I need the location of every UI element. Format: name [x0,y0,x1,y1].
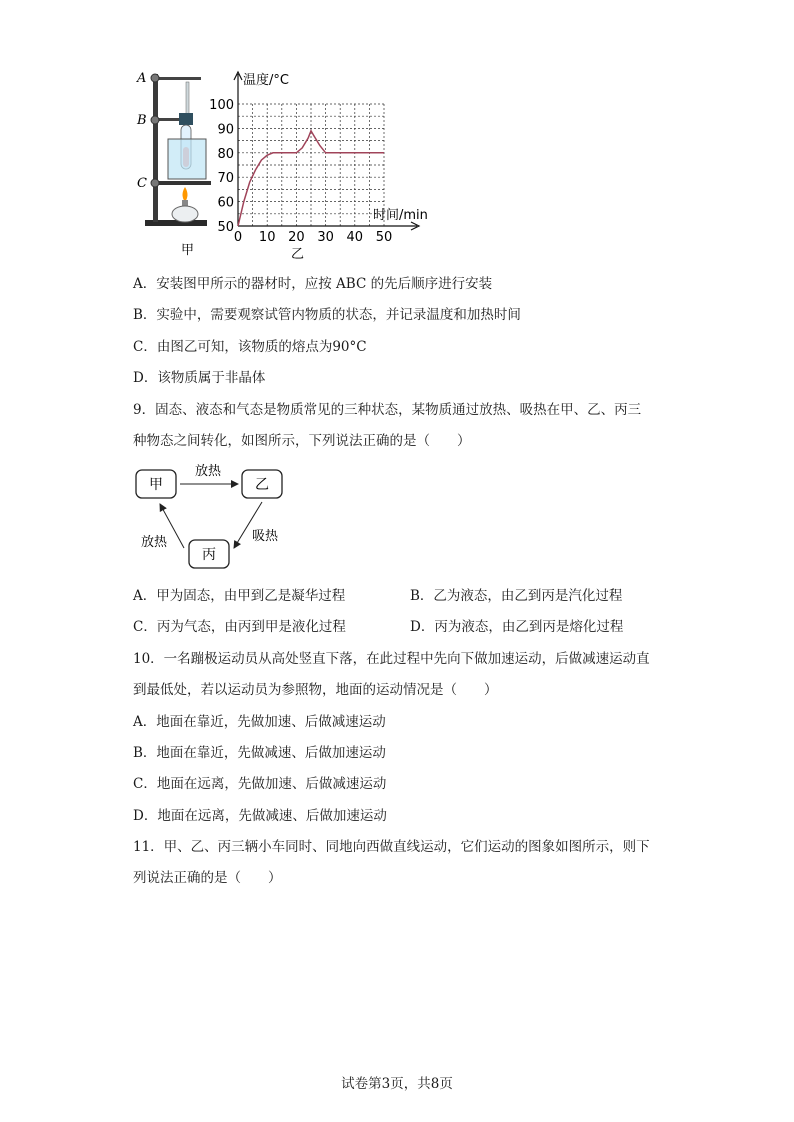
graph-y-ticks [209,98,234,235]
x-tick-label: 30 [317,230,334,245]
graph-x-label: 时间/min [373,208,428,223]
q9-stem-line-2: 种物态之间转化，如图所示，下列说法正确的是（ ） [133,433,471,449]
state-box-jia-label: 甲 [149,477,163,493]
q8-option-d: D．该物质属于非晶体 [133,370,266,386]
clamp-knob-a [151,74,159,82]
x-tick-label: 40 [346,230,364,245]
q10-stem-line-1: 10．一名蹦极运动员从高处竖直下落，在此过程中先向下做加速运动，后做减速运动直 [133,651,650,667]
y-tick-label: 60 [217,195,234,211]
apparatus-label-c: C [137,176,147,191]
state-box-bing-label: 丙 [202,547,216,563]
q9-state-diagram [130,458,300,576]
arrow-right-label: 吸热 [252,529,279,544]
clamp-knob-b [151,116,159,124]
y-tick-label: 80 [217,146,234,162]
x-tick-label: 50 [375,230,393,245]
graph-grid [238,104,384,226]
flame [183,187,188,202]
graph-axes [234,72,419,230]
y-tick-label: 90 [217,122,234,138]
q11-stem-line-1: 11．甲、乙、丙三辆小车同时、同地向西做直线运动，它们运动的图象如图所示，则下 [133,839,650,855]
figure-q8-svg [125,62,445,272]
clamp-arm-a [153,77,201,80]
y-tick-label: 70 [217,171,234,187]
x-tick-label: 20 [288,230,305,245]
apparatus-illustration [136,71,211,258]
q8-option-b: B．实验中，需要观察试管内物质的状态，并记录温度和加热时间 [133,307,521,323]
x-tick-label: 10 [258,230,276,245]
temperature-graph [209,72,428,262]
apparatus-caption: 甲 [181,243,195,258]
test-tube-clamp [179,113,193,125]
graph-caption: 乙 [291,247,305,262]
q10-stem-line-2: 到最低处，若以运动员为参照物，地面的运动情况是（ ） [133,682,498,698]
q10-option-c: C．地面在远离，先做加速、后做减速运动 [133,776,387,792]
y-tick-label: 100 [209,98,234,113]
graph-y-label: 温度/°C [243,73,289,88]
lamp-wick-holder [182,200,188,206]
q10-option-d: D．地面在远离，先做减速、后做加速运动 [133,808,387,824]
page-footer: 试卷第3页，共8页 [341,1076,453,1092]
q11-stem-line-2: 列说法正确的是（ ） [133,870,282,886]
q8-option-a: A．安装图甲所示的器材时，应按 ABC 的先后顺序进行安装 [133,276,493,292]
arrow-top-label: 放热 [194,464,222,479]
apparatus-label-a: A [137,71,147,86]
q8-option-c: C．由图乙可知，该物质的熔点为90°C [133,339,367,355]
q9-option-a: A．甲为固态，由甲到乙是凝华过程 [133,588,346,604]
stand-pole [153,74,158,222]
y-tick-label: 50 [217,220,234,235]
q9-option-c: C．丙为气态，由丙到甲是液化过程 [133,619,346,635]
q9-option-d: D．丙为液态，由乙到丙是熔化过程 [410,619,624,635]
q9-option-b: B．乙为液态，由乙到丙是汽化过程 [410,588,623,604]
apparatus-label-b: B [137,113,147,128]
clamp-knob-c [151,179,159,187]
figure-q8 [125,62,445,272]
alcohol-lamp [172,206,198,222]
q10-option-a: A．地面在靠近，先做加速、后做减速运动 [133,714,386,730]
graph-x-ticks [234,230,392,245]
q9-stem-line-1: 9．固态、液态和气态是物质常见的三种状态，某物质通过放热、吸热在甲、乙、丙三 [133,402,642,418]
ring-support-c [153,181,211,185]
state-box-yi-label: 乙 [255,477,269,493]
x-tick-label: 0 [233,230,243,245]
q10-option-b: B．地面在靠近，先做减速、后做加速运动 [133,745,386,761]
beaker [168,139,206,179]
arrow-left-label: 放热 [141,535,168,550]
